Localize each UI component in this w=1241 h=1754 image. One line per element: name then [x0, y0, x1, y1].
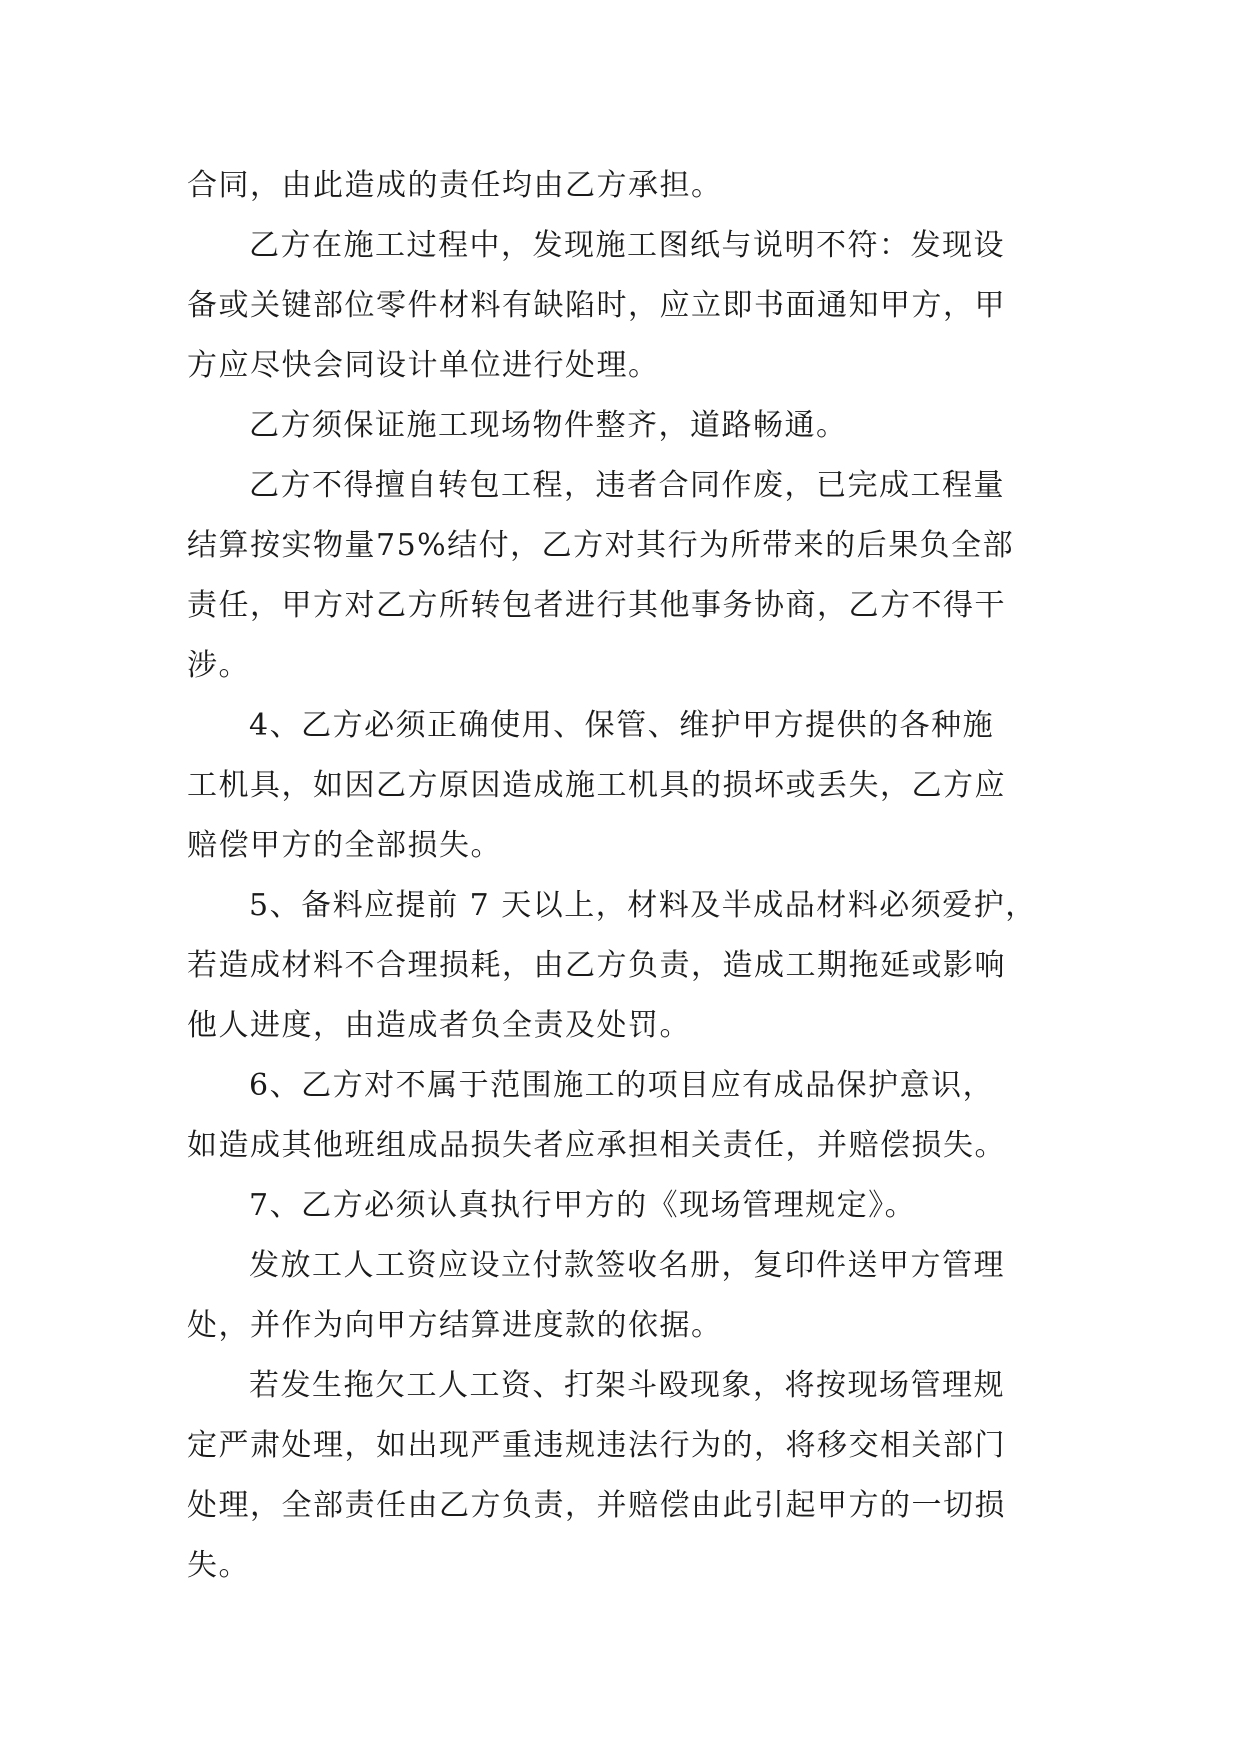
text-line: 6、乙方对不属于范围施工的项目应有成品保护意识，	[249, 1068, 995, 1103]
text-line: 乙方在施工过程中，发现施工图纸与说明不符：发现设	[249, 228, 1005, 263]
text-line: 备或关键部位零件材料有缺陷时，应立即书面通知甲方，甲	[187, 288, 1006, 323]
text-line: 处理，全部责任由乙方负责，并赔偿由此引起甲方的一切损	[187, 1488, 1006, 1523]
text-line: 发放工人工资应设立付款签收名册，复印件送甲方管理	[249, 1248, 1005, 1283]
text-line: 若发生拖欠工人工资、打架斗殴现象，将按现场管理规	[249, 1368, 1005, 1403]
text-line: 责任，甲方对乙方所转包者进行其他事务协商，乙方不得干	[187, 588, 1006, 623]
text-line: 结算按实物量75%结付，乙方对其行为所带来的后果负全部	[187, 528, 1015, 563]
text-line: 处，并作为向甲方结算进度款的依据。	[187, 1308, 723, 1343]
text-line: 若造成材料不合理损耗，由乙方负责，造成工期拖延或影响	[187, 948, 1006, 983]
text-line: 5、备料应提前 7 天以上，材料及半成品材料必须爱护，	[249, 888, 1037, 923]
text-line: 失。	[187, 1548, 250, 1583]
document-body	[187, 156, 1057, 1596]
text-line: 定严肃处理，如出现严重违规违法行为的，将移交相关部门	[187, 1428, 1006, 1463]
text-line: 乙方须保证施工现场物件整齐，道路畅通。	[249, 408, 848, 443]
text-line: 赔偿甲方的全部损失。	[187, 828, 502, 863]
text-line: 涉。	[187, 648, 250, 683]
text-line: 工机具，如因乙方原因造成施工机具的损坏或丢失，乙方应	[187, 768, 1006, 803]
text-line: 方应尽快会同设计单位进行处理。	[187, 348, 660, 383]
text-line: 4、乙方必须正确使用、保管、维护甲方提供的各种施	[249, 708, 995, 743]
text-line: 他人进度，由造成者负全责及处罚。	[187, 1008, 691, 1043]
text-line: 乙方不得擅自转包工程，违者合同作废，已完成工程量	[249, 468, 1005, 503]
text-line: 如造成其他班组成品损失者应承担相关责任，并赔偿损失。	[187, 1128, 1006, 1163]
text-line: 7、乙方必须认真执行甲方的《现场管理规定》。	[249, 1188, 917, 1223]
text-line: 合同，由此造成的责任均由乙方承担。	[187, 168, 723, 203]
